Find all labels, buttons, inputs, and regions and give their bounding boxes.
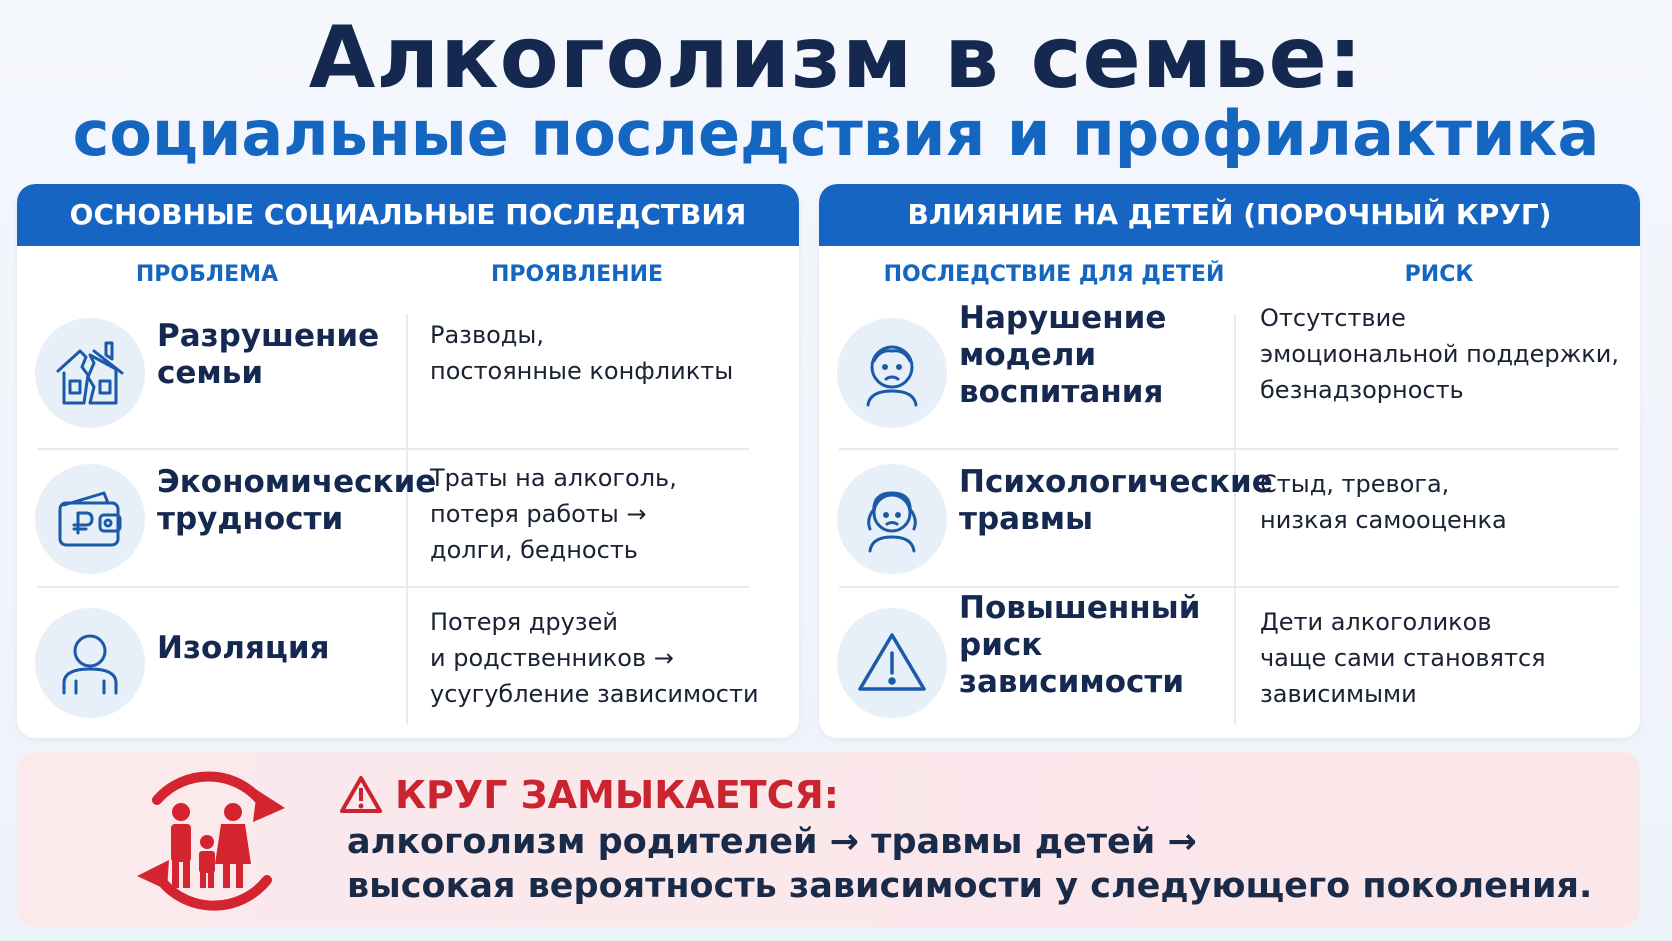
warning-icon <box>339 775 383 815</box>
consequence-title: Нарушение модели воспитания <box>959 300 1167 410</box>
row-divider <box>37 448 749 450</box>
panel-header: ОСНОВНЫЕ СОЦИАЛЬНЫЕ ПОСЛЕДСТВИЯ <box>17 184 799 246</box>
column-header-consequence: ПОСЛЕДСТВИЕ ДЛЯ ДЕТЕЙ <box>883 262 1225 287</box>
problem-title: Экономические трудности <box>157 464 437 537</box>
row-divider <box>839 448 1619 450</box>
children-impact-panel <box>819 184 1640 738</box>
cycle-line-1: алкоголизм родителей → травмы детей → <box>347 822 1197 862</box>
risk-description: Дети алкоголиков чаще сами становятся зависимыми <box>1260 608 1546 708</box>
cycle-title: КРУГ ЗАМЫКАЕТСЯ: <box>339 772 839 818</box>
risk-description: Отсутствие эмоциональной поддержки, безнадзорность <box>1260 304 1619 404</box>
wallet-icon <box>35 464 145 574</box>
page-title: Алкоголизм в семье: <box>308 8 1364 108</box>
cycle-line-2: высокая вероятность зависимости у следующего поколения. <box>347 866 1593 906</box>
column-header-manifestation: ПРОЯВЛЕНИЕ <box>490 262 664 287</box>
family-cycle-icon <box>117 760 297 920</box>
warning-icon <box>837 608 947 718</box>
broken-house-icon <box>35 318 145 428</box>
problem-description: Потеря друзей и родственников → усугубление зависимости <box>430 608 759 708</box>
problem-description: Разводы, постоянные конфликты <box>430 321 734 385</box>
consequence-title: Повышенный риск зависимости <box>959 590 1201 700</box>
person-icon <box>35 608 145 718</box>
sad-girl-icon <box>837 464 947 574</box>
column-header-problem: ПРОБЛЕМА <box>135 262 279 287</box>
row-divider <box>839 586 1619 588</box>
column-header-risk: РИСК <box>1404 262 1474 287</box>
social-consequences-panel <box>17 184 799 738</box>
panel-header: ВЛИЯНИЕ НА ДЕТЕЙ (ПОРОЧНЫЙ КРУГ) <box>819 184 1640 246</box>
sad-boy-icon <box>837 318 947 428</box>
problem-title: Разрушение семьи <box>157 318 380 391</box>
problem-description: Траты на алкоголь, потеря работы → долги, бедность <box>430 464 677 564</box>
risk-description: Стыд, тревога, низкая самооценка <box>1260 470 1507 534</box>
row-divider <box>37 586 749 588</box>
problem-title: Изоляция <box>157 630 330 666</box>
consequence-title: Психологические травмы <box>959 464 1273 537</box>
cycle-banner <box>17 752 1640 927</box>
page-subtitle: социальные последствия и профилактика <box>72 97 1600 170</box>
